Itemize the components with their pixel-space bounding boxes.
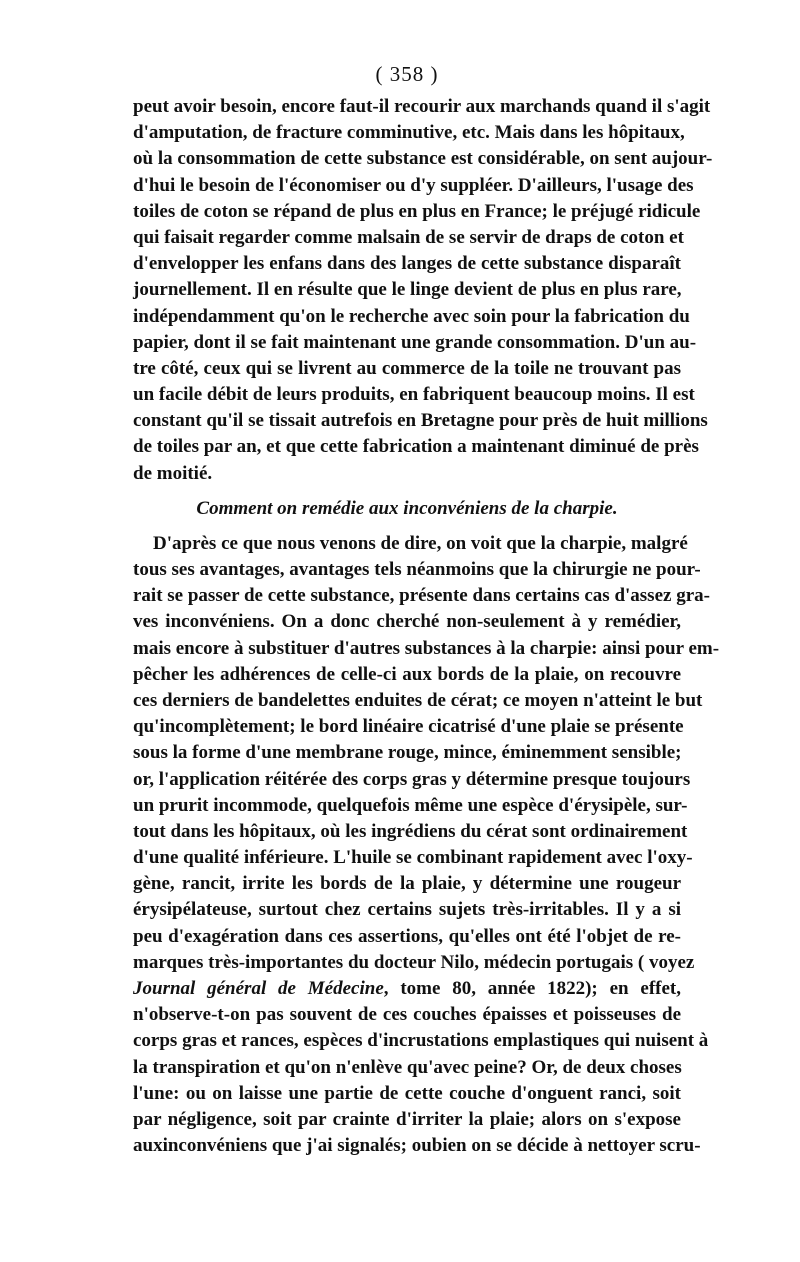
text-line: sous la forme d'une membrane rouge, mince, éminemment sensible; bbox=[133, 742, 682, 764]
text-line: érysipélateuse, surtout chez certains sujets très-irritables. Il y a si bbox=[133, 899, 681, 921]
text-line: auxinconvéniens que j'ai signalés; oubien on se décide à nettoyer scru- bbox=[133, 1135, 701, 1157]
text-line: or, l'application réitérée des corps gras y détermine presque toujours bbox=[133, 768, 691, 790]
text-line: d'amputation, de fracture comminutive, etc. Mais dans les hôpitaux, bbox=[133, 122, 685, 144]
text-line: indépendamment qu'on le recherche avec soin pour la fabrication du bbox=[133, 305, 690, 327]
text-line: ces derniers de bandelettes enduites de cérat; ce moyen n'atteint le but bbox=[133, 689, 703, 711]
text-line-journal bbox=[133, 976, 681, 1002]
text-line: papier, dont il se fait maintenant une grande consommation. D'un au- bbox=[133, 331, 697, 353]
text-line: corps gras et rances, espèces d'incrustations emplastiques qui nuisent à bbox=[133, 1030, 709, 1052]
page-number: ( 358 ) bbox=[375, 62, 439, 86]
text-line: tout dans les hôpitaux, où les ingrédiens du cérat sont ordinairement bbox=[133, 820, 688, 842]
paragraph-1 bbox=[133, 94, 713, 487]
text-line: qui faisait regarder comme malsain de se servir de draps de coton et bbox=[133, 226, 684, 248]
text-line: qu'incomplètement; le bord linéaire cicatrisé d'une plaie se présente bbox=[133, 716, 684, 738]
text-line: l'une: ou on laisse une partie de cette couche d'onguent ranci, soit bbox=[133, 1082, 681, 1104]
text-line: peut avoir besoin, encore faut-il recourir aux marchands quand il s'agit bbox=[133, 96, 711, 117]
text-line: journellement. Il en résulte que le linge devient de plus en plus rare, bbox=[133, 279, 682, 301]
text-line: un facile débit de leurs produits, en fabriquent beaucoup moins. Il est bbox=[133, 384, 695, 406]
text-line: un prurit incommode, quelquefois même une espèce d'érysipèle, sur- bbox=[133, 794, 688, 816]
text-line: par négligence, soit par crainte d'irriter la plaie; alors on s'expose bbox=[133, 1108, 681, 1130]
text-line: d'envelopper les enfans dans des langes de cette substance disparaît bbox=[133, 253, 681, 275]
text-line: d'hui le besoin de l'économiser ou d'y suppléer. D'ailleurs, l'usage des bbox=[133, 174, 694, 196]
text-line: ves inconvéniens. On a donc cherché non-seulement à y remédier, bbox=[133, 611, 681, 633]
section-heading: Comment on remédie aux inconvéniens de la charpie. bbox=[196, 497, 618, 519]
text-line: toiles de coton se répand de plus en plus en France; le préjugé ridicule bbox=[133, 200, 701, 222]
text-line: n'observe-t-on pas souvent de ces couches épaisses et poisseuses de bbox=[133, 1004, 681, 1026]
text-line: constant qu'il se tissait autrefois en Bretagne pour près de huit millions bbox=[133, 410, 708, 432]
text-line: marques très-importantes du docteur Nilo, médecin portugais ( voyez bbox=[133, 951, 695, 973]
text-line: peu d'exagération dans ces assertions, qu'elles ont été l'objet de re- bbox=[133, 925, 681, 947]
text-line: la transpiration et qu'on n'enlève qu'avec peine? Or, de deux choses bbox=[133, 1056, 682, 1078]
journal-title: Journal général de Médecine bbox=[133, 978, 384, 999]
paragraph-2 bbox=[133, 531, 720, 1160]
text-line: tous ses avantages, avantages tels néanmoins que la chirurgie ne pour- bbox=[133, 559, 701, 580]
text-line: de moitié. bbox=[133, 462, 213, 484]
text-line: de toiles par an, et que cette fabrication a maintenant diminué de près bbox=[133, 436, 699, 458]
book-page bbox=[133, 60, 720, 1159]
text-line: D'après ce que nous venons de dire, on voit que la charpie, malgré bbox=[153, 532, 688, 554]
text-line: tre côté, ceux qui se livrent au commerce de la toile ne trouvant pas bbox=[133, 357, 681, 379]
text-line: gène, rancit, irrite les bords de la plaie, y détermine une rougeur bbox=[133, 873, 681, 895]
text-line: où la consommation de cette substance est considérable, on sent aujour- bbox=[133, 148, 713, 170]
journal-line-rest: , tome 80, année 1822); en effet, bbox=[383, 978, 681, 999]
text-line: d'une qualité inférieure. L'huile se combinant rapidement avec l'oxy- bbox=[133, 847, 693, 869]
text-line: mais encore à substituer d'autres substances à la charpie: ainsi pour em- bbox=[133, 637, 720, 659]
text-line: rait se passer de cette substance, présente dans certains cas d'assez gra- bbox=[133, 585, 710, 607]
text-line: pêcher les adhérences de celle-ci aux bords de la plaie, on recouvre bbox=[133, 663, 681, 685]
